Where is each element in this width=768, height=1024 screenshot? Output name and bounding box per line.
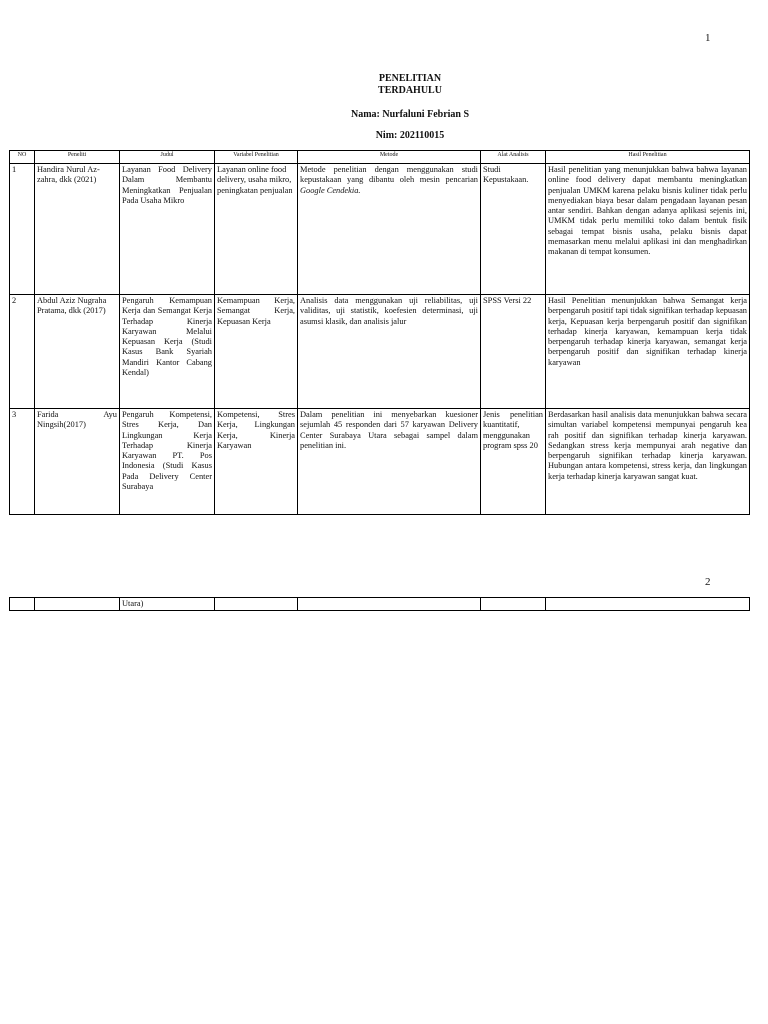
- author-nim: Nim: 202110015: [375, 130, 445, 141]
- cell-variabel: Layanan online food delivery, usaha mikro, peningkatan penjualan: [215, 164, 298, 295]
- col-header-peneliti: Peneliti: [35, 151, 120, 164]
- cell-no: 2: [10, 295, 35, 409]
- cell-judul: Utara): [120, 598, 215, 611]
- cell-alat: [481, 598, 546, 611]
- cell-peneliti: [35, 598, 120, 611]
- page-number-2: 2: [705, 576, 711, 588]
- col-header-alat: Alat Analisis: [481, 151, 546, 164]
- cell-judul: Layanan Food Delivery Dalam Membantu Meningkatkan Penjualan Pada Usaha Mikro: [120, 164, 215, 295]
- col-header-judul: Judul: [120, 151, 215, 164]
- metode-text: Metode penelitian dengan menggunakan studi kepustakaan yang dibantu oleh mesin pencarian: [300, 165, 478, 185]
- cell-metode: [298, 164, 481, 295]
- cell-judul: Pengaruh Kompetensi, Stres Kerja, Dan Lingkungan Kerja Terhadap Kinerja Karyawan PT. Pos Indonesia (Studi Kasus Pada Delivery Center Surabaya: [120, 409, 215, 515]
- table-header-row: [10, 151, 750, 164]
- cell-variabel: Kemampuan Kerja, Semangat Kerja, Kepuasan Kerja: [215, 295, 298, 409]
- col-header-hasil: Hasil Penelitian: [546, 151, 750, 164]
- cell-alat: Jenis penelitian kuantitatif, menggunakan program spss 20: [481, 409, 546, 515]
- col-header-variabel: Variabel Penelitian: [215, 151, 298, 164]
- page-number: 1: [705, 32, 711, 44]
- cell-peneliti: Farida Ayu Ningsih(2017): [35, 409, 120, 515]
- cell-variabel: [215, 598, 298, 611]
- cell-hasil: Hasil penelitian yang menunjukkan bahwa bahwa layanan online food delivery dapat membantu meningkatkan penjualan UMKM karena pelaku bisnis kuliner tidak perlu menyediakan biaya besar dalam pengadaan layanan pesan antar sendiri. Bahkan dengan adanya aplikasi sejenis ini, UMKM tidak perlu memiliki toko dalam bentuk fisik sebagai tempat bisnis usaha, pelaku bisnis dapat memasarkan menu melalui aplikasi ini dan menghadirkan makanan di tempat konsumen.: [546, 164, 750, 295]
- table-row: [10, 295, 750, 409]
- table-row: [10, 598, 750, 611]
- cell-metode: [298, 598, 481, 611]
- cell-hasil: Hasil Penelitian menunjukkan bahwa Semangat kerja berpengaruh positif tapi tidak signifikan terhadap kepuasan kerja, Kepuasan kerja berpengaruh positif dan signifikan terhadap kinerja karyawan, kemampuan kerja tidak berpengaruh terhadap kinerja karyawan, semangat kerja berpengaruh positif dan signifikan terhadap kinerja karyawan: [546, 295, 750, 409]
- title-line-2: TERDAHULU: [378, 85, 442, 96]
- title-line-1: PENELITIAN: [378, 73, 442, 84]
- col-header-no: NO: [10, 151, 35, 164]
- cell-peneliti: Handira Nurul Az-zahra, dkk (2021): [35, 164, 120, 295]
- col-header-metode: Metode: [298, 151, 481, 164]
- cell-alat: Studi Kepustakaan.: [481, 164, 546, 295]
- cell-judul: Pengaruh Kemampuan Kerja dan Semangat Kerja Terhadap Kinerja Karyawan Melalui Kepuasan Kerja (Studi Kasus Bank Syariah Mandiri Kantor Cabang Kendal): [120, 295, 215, 409]
- metode-italic-text: Google Cendekia.: [300, 185, 361, 195]
- cell-no: 1: [10, 164, 35, 295]
- cell-metode: Dalam penelitian ini menyebarkan kuesioner sejumlah 45 responden dari 57 karyawan Delivery Center Surabaya Utara sebagai sampel dalam penelitian ini.: [298, 409, 481, 515]
- table-row: [10, 164, 750, 295]
- cell-hasil: [546, 598, 750, 611]
- cell-variabel: Kompetensi, Stres Kerja, Lingkungan Kerja, Kinerja Karyawan: [215, 409, 298, 515]
- research-table: [9, 150, 750, 515]
- continuation-table: [9, 597, 750, 611]
- cell-no: 3: [10, 409, 35, 515]
- table-row: [10, 409, 750, 515]
- author-name: Nama: Nurfaluni Febrian S: [350, 109, 470, 120]
- cell-hasil: Berdasarkan hasil analisis data menunjukkan bahwa secara simultan variabel kompetensi mempunyai pengaruh kea rah positif dan signifikan terhadap kinerja karyawan. Sedangkan stress kerja mempunyai arah negative dan berpengaruh signifikan terhadap kinerja karyawan. Hubungan antara kompetensi, stress kerja, dan lingkungan kerja terhadap kinerja karyawan sangat kuat.: [546, 409, 750, 515]
- cell-peneliti: Abdul Aziz Nugraha Pratama, dkk (2017): [35, 295, 120, 409]
- cell-metode: Analisis data menggunakan uji reliabilitas, uji validitas, uji statistik, koefesien determinasi, uji asumsi klasik, dan analisis jalur: [298, 295, 481, 409]
- cell-alat: SPSS Versi 22: [481, 295, 546, 409]
- cell-no: [10, 598, 35, 611]
